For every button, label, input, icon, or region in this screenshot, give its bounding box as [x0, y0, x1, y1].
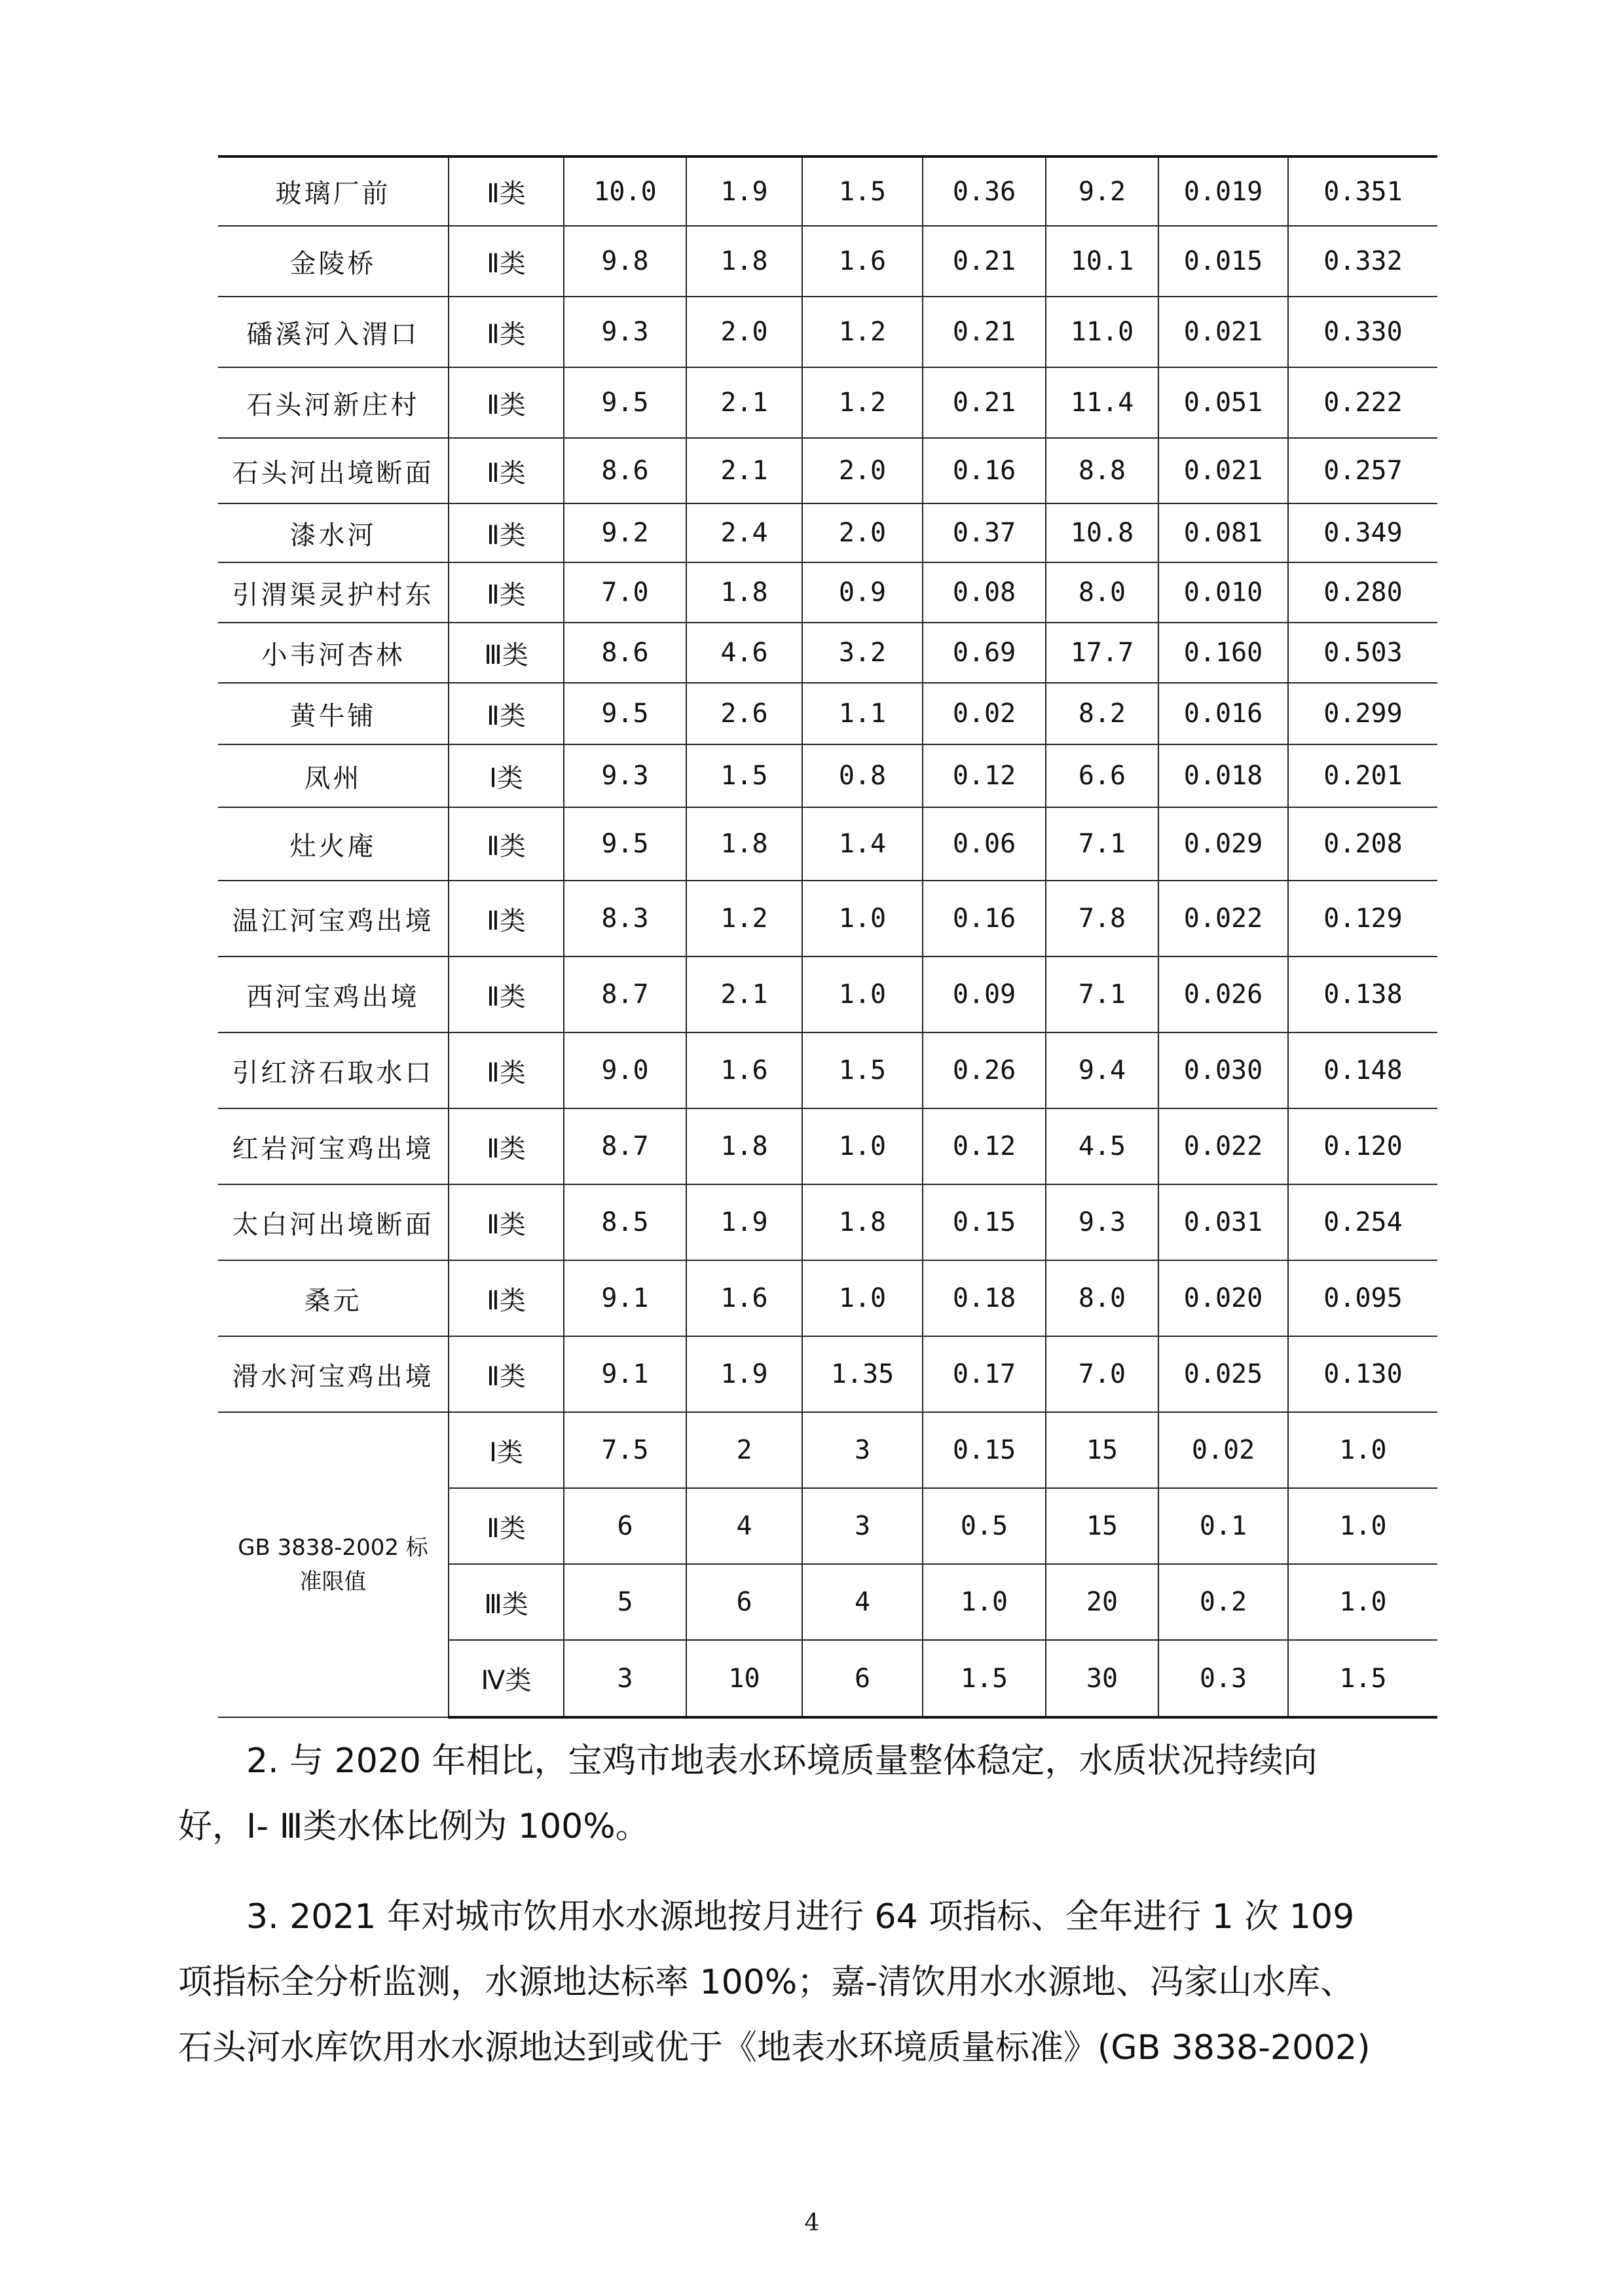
water-class-cell: Ⅱ类: [449, 1336, 564, 1412]
water-class-cell: Ⅱ类: [449, 367, 564, 438]
value-cell: 0.051: [1158, 367, 1288, 438]
water-quality-table: [218, 155, 1437, 1719]
value-cell: 1.5: [802, 1032, 923, 1108]
table-row: [218, 156, 1437, 226]
value-cell: 0.12: [923, 1108, 1046, 1184]
value-cell: 0.130: [1288, 1336, 1437, 1412]
station-name-cell: 桑元: [218, 1260, 449, 1336]
table-row: [218, 957, 1437, 1032]
page-number: 4: [804, 2210, 820, 2236]
table-row: [218, 503, 1437, 562]
water-class-cell: Ⅱ类: [449, 226, 564, 297]
value-cell: 1.8: [686, 562, 802, 623]
value-cell: 1.5: [802, 156, 923, 226]
standard-value-cell: 1.0: [1288, 1564, 1437, 1640]
value-cell: 1.5: [686, 744, 802, 807]
table-row: [218, 623, 1437, 683]
value-cell: 9.5: [564, 807, 686, 881]
value-cell: 2.1: [686, 438, 802, 503]
standard-value-cell: 10: [686, 1640, 802, 1717]
value-cell: 9.3: [564, 744, 686, 807]
water-class-cell: Ⅱ类: [449, 957, 564, 1032]
value-cell: 0.69: [923, 623, 1046, 683]
standard-value-cell: 7.5: [564, 1412, 686, 1488]
value-cell: 4.6: [686, 623, 802, 683]
value-cell: 1.6: [802, 226, 923, 297]
station-name-cell: 石头河新庄村: [218, 367, 449, 438]
table-row: [218, 367, 1437, 438]
value-cell: 0.010: [1158, 562, 1288, 623]
value-cell: 2.1: [686, 957, 802, 1032]
station-name-cell: 引渭渠灵护村东: [218, 562, 449, 623]
value-cell: 0.021: [1158, 297, 1288, 367]
value-cell: 0.022: [1158, 881, 1288, 957]
water-class-cell: Ⅱ类: [449, 156, 564, 226]
standard-value-cell: 0.02: [1158, 1412, 1288, 1488]
standard-value-cell: 2: [686, 1412, 802, 1488]
value-cell: 1.6: [686, 1032, 802, 1108]
value-cell: 9.3: [564, 297, 686, 367]
value-cell: 0.222: [1288, 367, 1437, 438]
value-cell: 10.1: [1046, 226, 1158, 297]
value-cell: 6.6: [1046, 744, 1158, 807]
standard-value-cell: 15: [1046, 1488, 1158, 1564]
station-name-cell: 小韦河杏林: [218, 623, 449, 683]
standard-value-cell: 1.5: [1288, 1640, 1437, 1717]
standard-value-cell: 3: [802, 1412, 923, 1488]
value-cell: 9.0: [564, 1032, 686, 1108]
standard-class-cell: Ⅲ类: [449, 1564, 564, 1640]
value-cell: 0.138: [1288, 957, 1437, 1032]
value-cell: 0.351: [1288, 156, 1437, 226]
paragraph-2: [178, 1728, 1449, 1859]
table-row: [218, 562, 1437, 623]
value-cell: 0.016: [1158, 683, 1288, 744]
standard-value-cell: 1.0: [923, 1564, 1046, 1640]
value-cell: 0.9: [802, 562, 923, 623]
value-cell: 8.2: [1046, 683, 1158, 744]
standard-value-cell: 6: [686, 1564, 802, 1640]
table-row: [218, 1184, 1437, 1260]
paragraph-3: [178, 1884, 1449, 2081]
standard-value-cell: 0.2: [1158, 1564, 1288, 1640]
value-cell: 1.9: [686, 156, 802, 226]
value-cell: 7.8: [1046, 881, 1158, 957]
value-cell: 2.0: [802, 503, 923, 562]
value-cell: 4.5: [1046, 1108, 1158, 1184]
value-cell: 2.6: [686, 683, 802, 744]
value-cell: 2.1: [686, 367, 802, 438]
value-cell: 1.0: [802, 1108, 923, 1184]
standard-value-cell: 0.1: [1158, 1488, 1288, 1564]
station-name-cell: 引红济石取水口: [218, 1032, 449, 1108]
value-cell: 2.0: [802, 438, 923, 503]
value-cell: 0.349: [1288, 503, 1437, 562]
value-cell: 0.36: [923, 156, 1046, 226]
value-cell: 9.2: [1046, 156, 1158, 226]
value-cell: 1.9: [686, 1184, 802, 1260]
paragraph-line: 好，Ⅰ- Ⅲ类水体比例为 100%。: [178, 1807, 650, 1846]
table-row: [218, 226, 1437, 297]
value-cell: 7.1: [1046, 807, 1158, 881]
water-class-cell: Ⅱ类: [449, 438, 564, 503]
value-cell: 0.09: [923, 957, 1046, 1032]
standard-value-cell: 0.3: [1158, 1640, 1288, 1717]
value-cell: 8.5: [564, 1184, 686, 1260]
value-cell: 0.15: [923, 1184, 1046, 1260]
value-cell: 0.330: [1288, 297, 1437, 367]
value-cell: 8.7: [564, 1108, 686, 1184]
table-row: [218, 1108, 1437, 1184]
value-cell: 0.08: [923, 562, 1046, 623]
standard-value-cell: 0.15: [923, 1412, 1046, 1488]
paragraph-line: 石头河水库饮用水水源地达到或优于《地表水环境质量标准》(GB 3838-2002): [178, 2028, 1371, 2068]
value-cell: 9.5: [564, 367, 686, 438]
value-cell: 7.0: [564, 562, 686, 623]
standard-value-cell: 15: [1046, 1412, 1158, 1488]
station-name-cell: 黄牛铺: [218, 683, 449, 744]
standard-label-cell: GB 3838-2002 标准限值: [218, 1412, 449, 1717]
station-name-cell: 玻璃厂前: [218, 156, 449, 226]
value-cell: 0.299: [1288, 683, 1437, 744]
value-cell: 1.2: [802, 367, 923, 438]
value-cell: 0.257: [1288, 438, 1437, 503]
station-name-cell: 西河宝鸡出境: [218, 957, 449, 1032]
value-cell: 0.26: [923, 1032, 1046, 1108]
table-row: [218, 1032, 1437, 1108]
water-class-cell: Ⅱ类: [449, 1032, 564, 1108]
value-cell: 0.160: [1158, 623, 1288, 683]
value-cell: 7.1: [1046, 957, 1158, 1032]
value-cell: 2.4: [686, 503, 802, 562]
value-cell: 9.3: [1046, 1184, 1158, 1260]
value-cell: 0.02: [923, 683, 1046, 744]
water-class-cell: Ⅰ类: [449, 744, 564, 807]
value-cell: 0.21: [923, 226, 1046, 297]
value-cell: 0.015: [1158, 226, 1288, 297]
station-name-cell: 温江河宝鸡出境: [218, 881, 449, 957]
value-cell: 9.8: [564, 226, 686, 297]
table-row: [218, 297, 1437, 367]
value-cell: 9.4: [1046, 1032, 1158, 1108]
standard-value-cell: 3: [564, 1640, 686, 1717]
value-cell: 11.4: [1046, 367, 1158, 438]
table-row: [218, 1260, 1437, 1336]
value-cell: 0.21: [923, 297, 1046, 367]
value-cell: 0.019: [1158, 156, 1288, 226]
value-cell: 8.7: [564, 957, 686, 1032]
value-cell: 0.026: [1158, 957, 1288, 1032]
standard-class-cell: Ⅱ类: [449, 1488, 564, 1564]
station-name-cell: 金陵桥: [218, 226, 449, 297]
value-cell: 0.8: [802, 744, 923, 807]
value-cell: 0.018: [1158, 744, 1288, 807]
standard-value-cell: 1.0: [1288, 1488, 1437, 1564]
water-class-cell: Ⅱ类: [449, 503, 564, 562]
water-class-cell: Ⅱ类: [449, 297, 564, 367]
value-cell: 0.030: [1158, 1032, 1288, 1108]
value-cell: 0.148: [1288, 1032, 1437, 1108]
value-cell: 0.095: [1288, 1260, 1437, 1336]
value-cell: 8.0: [1046, 1260, 1158, 1336]
value-cell: 1.8: [686, 1108, 802, 1184]
value-cell: 8.3: [564, 881, 686, 957]
standard-class-cell: Ⅰ类: [449, 1412, 564, 1488]
value-cell: 3.2: [802, 623, 923, 683]
water-class-cell: Ⅱ类: [449, 1108, 564, 1184]
value-cell: 2.0: [686, 297, 802, 367]
value-cell: 0.12: [923, 744, 1046, 807]
standard-value-cell: 4: [686, 1488, 802, 1564]
value-cell: 0.21: [923, 367, 1046, 438]
standard-value-cell: 0.5: [923, 1488, 1046, 1564]
value-cell: 1.35: [802, 1336, 923, 1412]
value-cell: 0.020: [1158, 1260, 1288, 1336]
station-name-cell: 石头河出境断面: [218, 438, 449, 503]
water-class-cell: Ⅲ类: [449, 623, 564, 683]
standard-value-cell: 5: [564, 1564, 686, 1640]
standard-row: [218, 1412, 1437, 1488]
table-row: [218, 807, 1437, 881]
paragraph-line: 2. 与 2020 年相比，宝鸡市地表水环境质量整体稳定，水质状况持续向: [246, 1741, 1318, 1781]
value-cell: 0.332: [1288, 226, 1437, 297]
table-row: [218, 744, 1437, 807]
value-cell: 0.280: [1288, 562, 1437, 623]
standard-value-cell: 30: [1046, 1640, 1158, 1717]
water-class-cell: Ⅱ类: [449, 881, 564, 957]
value-cell: 17.7: [1046, 623, 1158, 683]
value-cell: 1.2: [802, 297, 923, 367]
value-cell: 0.503: [1288, 623, 1437, 683]
value-cell: 0.16: [923, 438, 1046, 503]
paragraph-line: 3. 2021 年对城市饮用水水源地按月进行 64 项指标、全年进行 1 次 109: [246, 1897, 1355, 1937]
value-cell: 9.2: [564, 503, 686, 562]
value-cell: 8.6: [564, 438, 686, 503]
table-row: [218, 881, 1437, 957]
value-cell: 0.37: [923, 503, 1046, 562]
table-row: [218, 438, 1437, 503]
value-cell: 10.0: [564, 156, 686, 226]
value-cell: 0.17: [923, 1336, 1046, 1412]
value-cell: 0.081: [1158, 503, 1288, 562]
value-cell: 1.9: [686, 1336, 802, 1412]
standard-value-cell: 4: [802, 1564, 923, 1640]
table-row: [218, 1336, 1437, 1412]
value-cell: 0.120: [1288, 1108, 1437, 1184]
station-name-cell: 漆水河: [218, 503, 449, 562]
standard-value-cell: 6: [564, 1488, 686, 1564]
station-name-cell: 磻溪河入渭口: [218, 297, 449, 367]
standard-value-cell: 1.0: [1288, 1412, 1437, 1488]
standard-value-cell: 3: [802, 1488, 923, 1564]
value-cell: 10.8: [1046, 503, 1158, 562]
value-cell: 0.208: [1288, 807, 1437, 881]
value-cell: 0.025: [1158, 1336, 1288, 1412]
value-cell: 8.8: [1046, 438, 1158, 503]
station-name-cell: 灶火庵: [218, 807, 449, 881]
water-class-cell: Ⅱ类: [449, 807, 564, 881]
water-class-cell: Ⅱ类: [449, 1260, 564, 1336]
paragraph-line: 项指标全分析监测，水源地达标率 100%；嘉-清饮用水水源地、冯家山水库、: [178, 1963, 1354, 2002]
standard-value-cell: 1.5: [923, 1640, 1046, 1717]
value-cell: 7.0: [1046, 1336, 1158, 1412]
value-cell: 1.0: [802, 881, 923, 957]
value-cell: 0.021: [1158, 438, 1288, 503]
value-cell: 0.129: [1288, 881, 1437, 957]
value-cell: 0.031: [1158, 1184, 1288, 1260]
value-cell: 0.022: [1158, 1108, 1288, 1184]
value-cell: 1.8: [686, 807, 802, 881]
station-name-cell: 红岩河宝鸡出境: [218, 1108, 449, 1184]
value-cell: 0.06: [923, 807, 1046, 881]
station-name-cell: 太白河出境断面: [218, 1184, 449, 1260]
water-class-cell: Ⅱ类: [449, 683, 564, 744]
value-cell: 9.1: [564, 1260, 686, 1336]
value-cell: 8.0: [1046, 562, 1158, 623]
standard-value-cell: 6: [802, 1640, 923, 1717]
table-row: [218, 683, 1437, 744]
value-cell: 1.4: [802, 807, 923, 881]
value-cell: 0.029: [1158, 807, 1288, 881]
value-cell: 0.201: [1288, 744, 1437, 807]
value-cell: 1.8: [802, 1184, 923, 1260]
value-cell: 1.0: [802, 1260, 923, 1336]
value-cell: 1.1: [802, 683, 923, 744]
water-class-cell: Ⅱ类: [449, 1184, 564, 1260]
standard-value-cell: 20: [1046, 1564, 1158, 1640]
station-name-cell: 凤州: [218, 744, 449, 807]
value-cell: 11.0: [1046, 297, 1158, 367]
value-cell: 0.16: [923, 881, 1046, 957]
value-cell: 9.1: [564, 1336, 686, 1412]
value-cell: 1.6: [686, 1260, 802, 1336]
value-cell: 0.18: [923, 1260, 1046, 1336]
value-cell: 8.6: [564, 623, 686, 683]
value-cell: 1.0: [802, 957, 923, 1032]
value-cell: 1.8: [686, 226, 802, 297]
value-cell: 1.2: [686, 881, 802, 957]
standard-class-cell: Ⅳ类: [449, 1640, 564, 1717]
value-cell: 0.254: [1288, 1184, 1437, 1260]
value-cell: 9.5: [564, 683, 686, 744]
station-name-cell: 滑水河宝鸡出境: [218, 1336, 449, 1412]
water-class-cell: Ⅱ类: [449, 562, 564, 623]
